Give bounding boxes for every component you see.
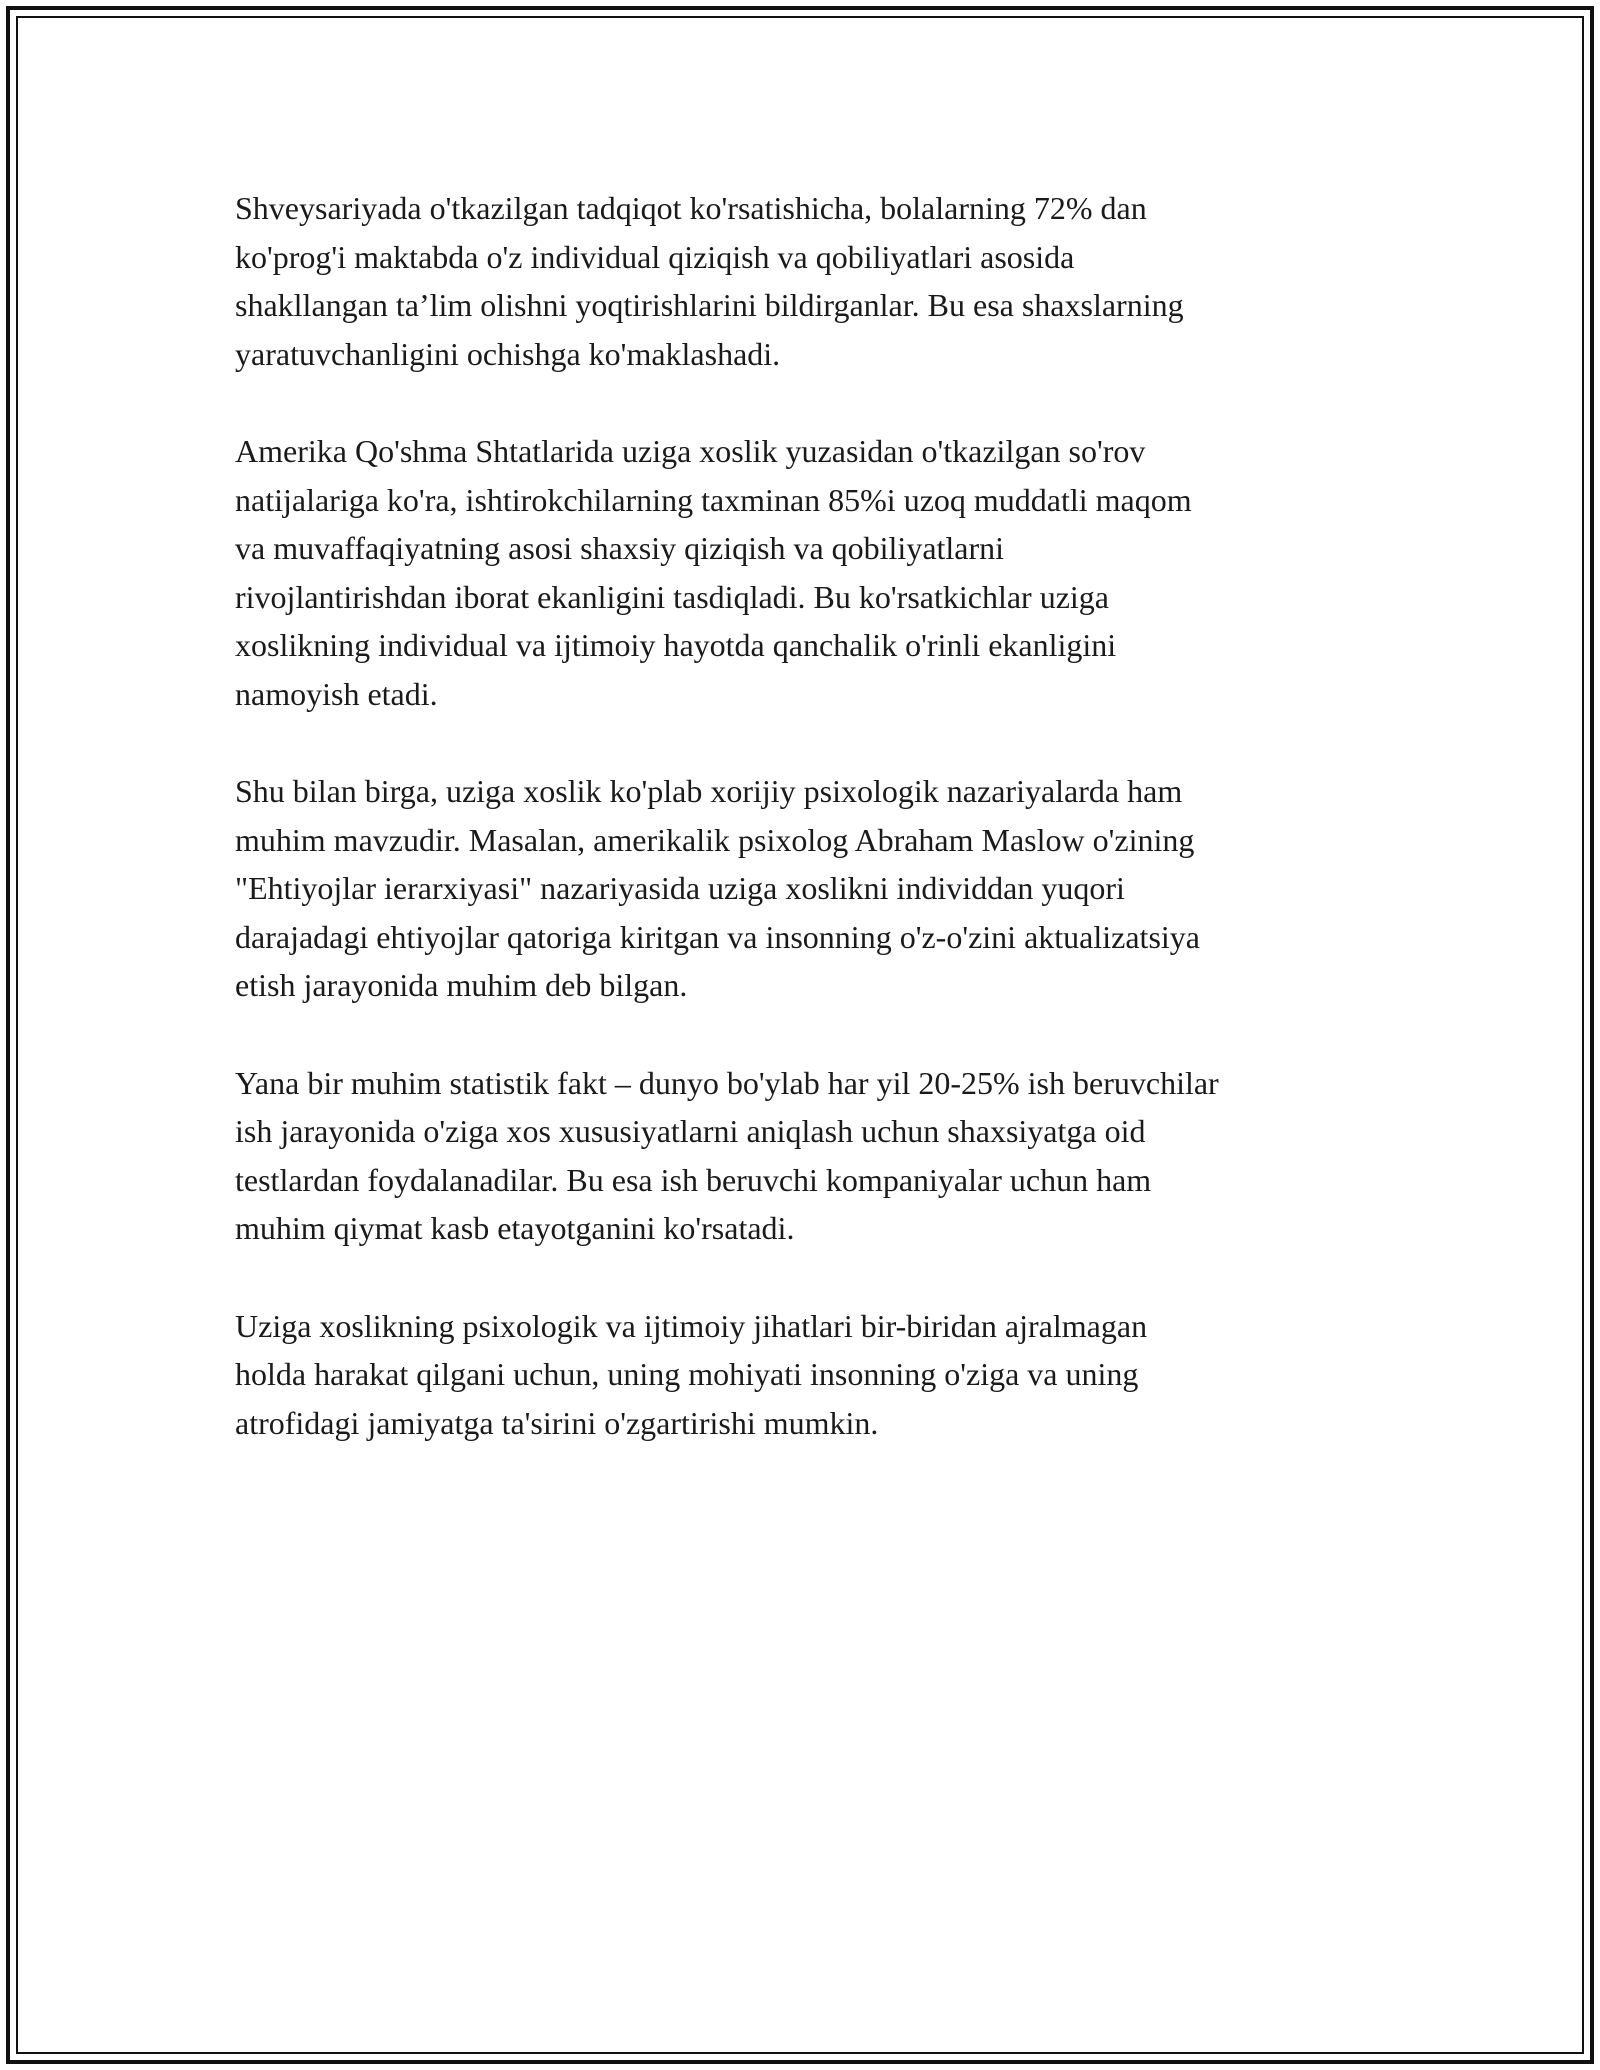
- paragraph-1: Shveysariyada o'tkazilgan tadqiqot ko'rsatishicha, bolalarning 72% dan ko'prog'i maktabda o'z individual qiziqish va qobiliyatlari asosida shakllangan ta’lim olishni yoqtirishlarini bildirganlar. Bu esa shaxslarning yaratuvchanligini ochishga ko'maklashadi.: [235, 190, 1184, 372]
- document-body: [235, 184, 1395, 1496]
- paragraph-4: Yana bir muhim statistik fakt – dunyo bo'ylab har yil 20-25% ish beruvchilar ish jarayonida o'ziga xos xususiyatlarni aniqlash uchun shaxsiyatga oid testlardan foydalanadilar. Bu esa ish beruvchi kompaniyalar uchun ham muhim qiymat kasb etayotganini ko'rsatadi.: [235, 1064, 1219, 1246]
- paragraph-3: Shu bilan birga, uziga xoslik ko'plab xorijiy psixologik nazariyalarda ham muhim mavzudir. Masalan, amerikalik psixolog Abraham Maslow o'zining "Ehtiyojlar ierarxiyasi" nazariyasida uziga xoslikni individdan yuqori darajadagi ehtiyojlar qatoriga kiritgan va insonning o'z-o'zini aktualizatsiya etish jarayonida muhim deb bilgan.: [235, 773, 1200, 1003]
- paragraph-5: Uziga xoslikning psixologik va ijtimoiy jihatlari bir-biridan ajralmagan holda harakat qilgani uchun, uning mohiyati insonning o'ziga va uning atrofidagi jamiyatga ta'sirini o'zgartirishi mumkin.: [235, 1307, 1148, 1441]
- paragraph-2: Amerika Qo'shma Shtatlarida uziga xoslik yuzasidan o'tkazilgan so'rov natijalariga ko'ra, ishtirokchilarning taxminan 85%i uzoq muddatli maqom va muvaffaqiyatning asosi shaxsiy qiziqish va qobiliyatlarni rivojlantirishdan iborat ekanligini tasdiqladi. Bu ko'rsatkichlar uziga xoslikning individual va ijtimoiy hayotda qanchalik o'rinli ekanligini namoyish etadi.: [235, 433, 1192, 712]
